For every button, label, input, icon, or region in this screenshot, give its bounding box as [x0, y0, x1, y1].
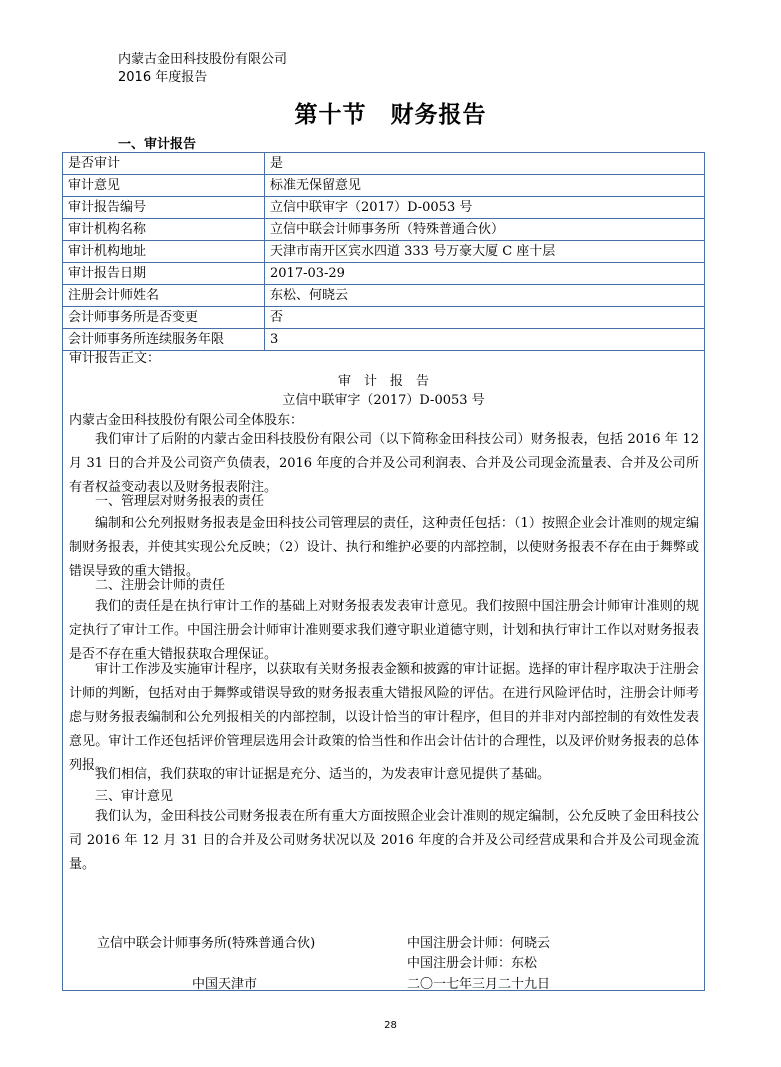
cpa-signature-2: 中国注册会计师：东松	[407, 956, 538, 971]
audit-info-table	[62, 152, 705, 351]
report-title: 审 计 报 告	[337, 374, 429, 389]
row-key: 审计报告编号	[63, 197, 265, 219]
row-key: 注册会计师姓名	[63, 285, 265, 307]
row-key: 是否审计	[63, 153, 265, 175]
row-key: 会计师事务所是否变更	[63, 307, 265, 329]
header-company: 内蒙古金田科技股份有限公司	[118, 52, 288, 67]
row-value: 东松、何晓云	[265, 285, 705, 307]
audit-city: 中国天津市	[192, 977, 258, 992]
table-row	[63, 285, 705, 307]
page-number: 28	[384, 1020, 397, 1031]
report-paragraph: 审计工作涉及实施审计程序，以获取有关财务报表金额和披露的审计证据。选择的审计程序取决于注册会计师的判断，包括对由于舞弊或错误导致的财务报表重大错报风险的评估。在进行风险评估时，注册会计师考虑与财务报表编制和公允列报相关的内部控制，以设计恰当的审计程序，但目的并非对内部控制的有效性发表意见。审计工作还包括评价管理层选用会计政策的恰当性和作出会计估计的合理性，以及评价财务报表的总体列报。	[69, 662, 699, 773]
row-value: 否	[265, 307, 705, 329]
report-heading: 三、审计意见	[95, 789, 174, 804]
header-year: 2016 年度报告	[118, 70, 208, 85]
audit-report-body	[62, 345, 705, 991]
section-title: 第十节 财务报告	[294, 102, 487, 128]
row-value: 3	[265, 329, 705, 351]
table-row	[63, 263, 705, 285]
row-key: 审计报告日期	[63, 263, 265, 285]
report-label: 审计报告正文：	[69, 351, 161, 366]
row-key: 会计师事务所连续服务年限	[63, 329, 265, 351]
report-paragraph: 我们相信，我们获取的审计证据是充分、适当的，为发表审计意见提供了基础。	[95, 767, 551, 782]
report-heading: 二、注册会计师的责任	[95, 578, 226, 593]
report-number: 立信中联审字（2017）D-0053 号	[282, 393, 485, 408]
table-row	[63, 197, 705, 219]
report-paragraph: 我们审计了后附的内蒙古金田科技股份有限公司（以下简称金田科技公司）财务报表，包括 2016 年 12 月 31 日的合并及公司资产负债表，2016 年度的合并及公司利润表、合并及公司现金流量表、合并及公司所有者权益变动表以及财务报表附注。	[69, 432, 699, 495]
audit-firm-name: 立信中联会计师事务所(特殊普通合伙)	[97, 936, 316, 951]
table-row	[63, 219, 705, 241]
report-paragraph: 编制和公允列报财务报表是金田科技公司管理层的责任，这种责任包括：（1）按照企业会计准则的规定编制财务报表，并使其实现公允反映；（2）设计、执行和维护必要的内部控制，以使财务报表不存在由于舞弊或错误导致的重大错报。	[69, 516, 699, 579]
row-key: 审计机构名称	[63, 219, 265, 241]
row-key: 审计意见	[63, 175, 265, 197]
sub-title: 一、审计报告	[118, 137, 197, 152]
report-date: 二〇一七年三月二十九日	[407, 977, 551, 992]
table-row	[63, 175, 705, 197]
row-value: 立信中联会计师事务所（特殊普通合伙）	[265, 219, 705, 241]
table-row	[63, 307, 705, 329]
row-value: 2017-03-29	[265, 263, 705, 285]
report-paragraph: 我们的责任是在执行审计工作的基础上对财务报表发表审计意见。我们按照中国注册会计师审计准则的规定执行了审计工作。中国注册会计师审计准则要求我们遵守职业道德守则，计划和执行审计工作以对财务报表是否不存在重大错报获取合理保证。	[69, 599, 699, 662]
cpa-signature-1: 中国注册会计师：何晓云	[407, 936, 551, 951]
row-value: 是	[265, 153, 705, 175]
table-row	[63, 241, 705, 263]
row-value: 标准无保留意见	[265, 175, 705, 197]
row-key: 审计机构地址	[63, 241, 265, 263]
table-row	[63, 153, 705, 175]
report-paragraph: 我们认为，金田科技公司财务报表在所有重大方面按照企业会计准则的规定编制，公允反映了金田科技公司 2016 年 12 月 31 日的合并及公司财务状况以及 2016 年度的合并及公司经营成果和合并及公司现金流量。	[69, 809, 699, 872]
report-addressee: 内蒙古金田科技股份有限公司全体股东：	[69, 413, 304, 428]
row-value: 立信中联审字（2017）D-0053 号	[265, 197, 705, 219]
row-value: 天津市南开区宾水四道 333 号万豪大厦 C 座十层	[265, 241, 705, 263]
report-heading: 一、管理层对财务报表的责任	[95, 494, 265, 509]
